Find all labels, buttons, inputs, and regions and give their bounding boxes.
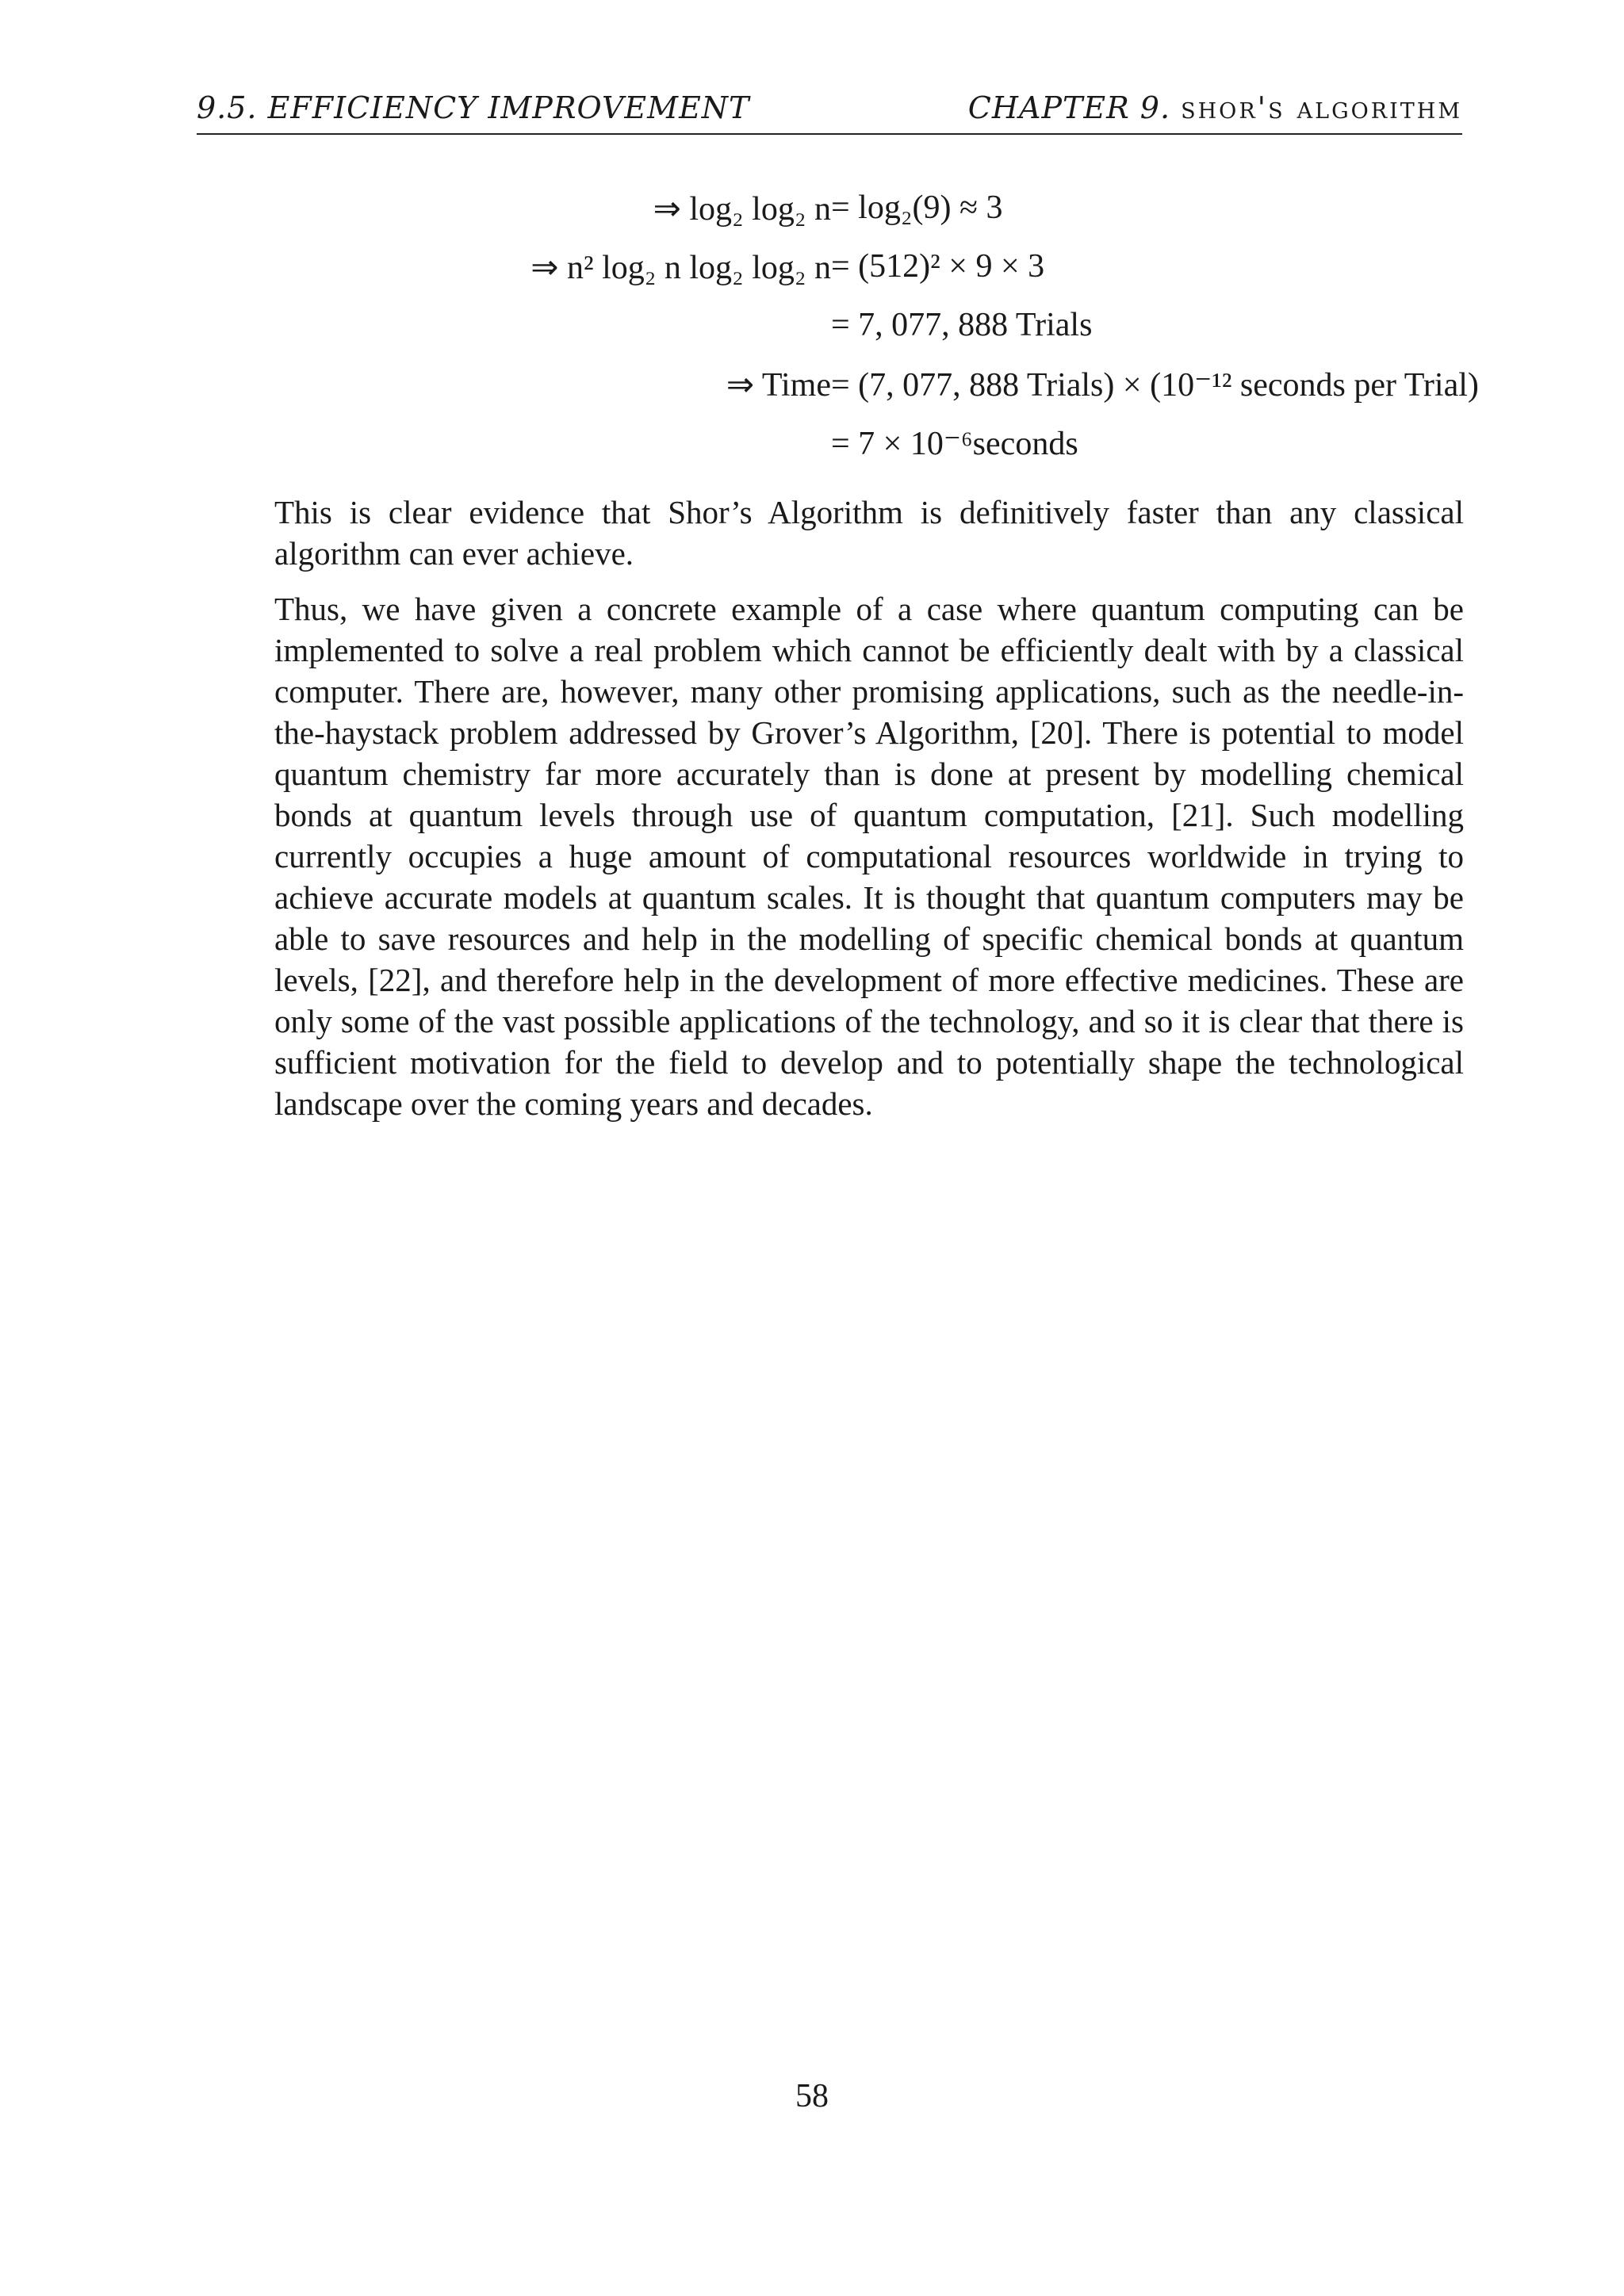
equation-rhs: = 7 × 10⁻⁶seconds <box>831 426 1078 462</box>
section-title: 9.5. EFFICIENCY IMPROVEMENT <box>197 90 750 125</box>
page-number: 58 <box>795 2078 829 2114</box>
equation-line <box>276 189 1386 247</box>
equation-rhs: = (7, 077, 888 Trials) × (10⁻¹² seconds per Trial) <box>831 367 1479 404</box>
equation-line <box>276 247 1386 306</box>
chapter-title <box>968 90 1462 125</box>
paragraph: This is clear evidence that Shor’s Algorithm is definitively faster than any classical algorithm can ever achieve. <box>274 494 1464 572</box>
equation-line <box>276 423 1386 482</box>
equation-line <box>276 306 1386 365</box>
equation-rhs: = 7, 077, 888 Trials <box>831 307 1093 343</box>
equation-lhs: ⇒ Time <box>726 367 831 404</box>
equation-lhs: ⇒ log₂ log₂ n <box>653 191 831 228</box>
equation-rhs: = log₂(9) ≈ 3 <box>831 189 1003 226</box>
running-header <box>197 90 1462 135</box>
chapter-prefix: CHAPTER 9. <box>967 90 1171 125</box>
chapter-name: shor's algorithm <box>1181 90 1462 125</box>
equation-line <box>276 365 1479 423</box>
equation-block <box>276 189 1479 482</box>
body-text <box>274 492 1464 1138</box>
paragraph: Thus, we have given a concrete example of a case where quantum computing can be implemented to solve a real problem which cannot be efficiently dealt with by a classical computer. There are, however, many other promising applications, such as the needle-in-the-haystack problem addressed by Grover’s Algorithm, [20]. There is potential to model quantum chemistry far more accurately than is done at present by modelling chemical bonds at quantum levels through use of quantum computation, [21]. Such modelling currently occupies a huge amount of computational resources worldwide in trying to achieve accurate models at quantum scales. It is thought that quantum computers may be able to save resources and help in the modelling of specific chemical bonds at quantum levels, [22], and therefore help in the development of more effective medicines. These are only some of the vast possible applications of the technology, and so it is clear that there is sufficient motivation for the field to develop and to potentially shape the technological landscape over the coming years and decades. <box>274 591 1464 1122</box>
equation-lhs: ⇒ n² log₂ n log₂ log₂ n <box>530 250 831 286</box>
equation-rhs: = (512)² × 9 × 3 <box>831 248 1045 285</box>
